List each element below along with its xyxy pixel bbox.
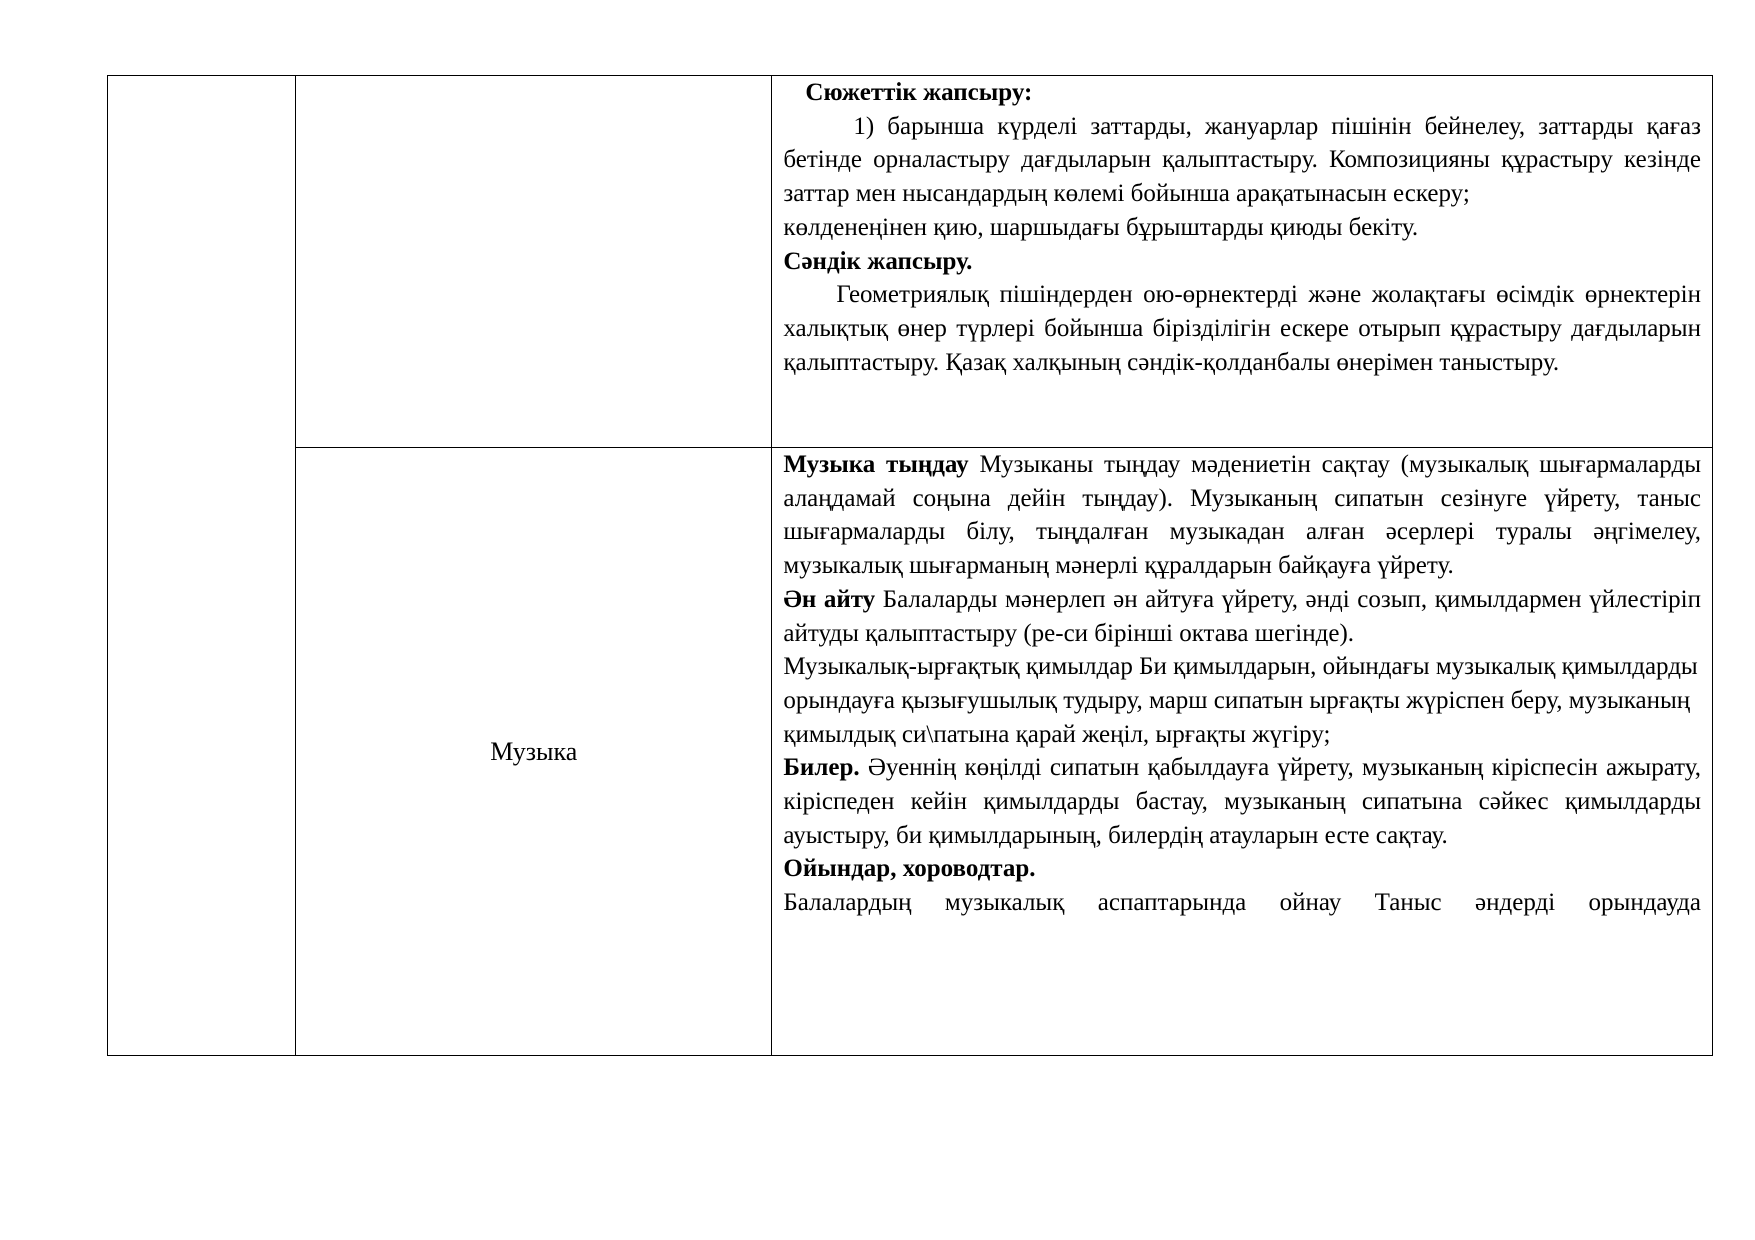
music-listening-heading: Музыка тыңдау: [783, 451, 969, 478]
music-listening-paragraph: [783, 448, 1701, 583]
curriculum-table: [107, 75, 1713, 1056]
singing-paragraph: [783, 583, 1701, 650]
music-listening-text: Музыканы тыңдау мәдениетін сақтау (музыкалық шығармаларды алаңдамай соңына дейін тыңдау). Музыканың сипатын сезінуге үйрету, таныс шығармаларды білу, тыңдалған музыкадан алған әсерлері туралы әңгімелеу, музыкалық шығарманың мәнерлі құралдарын байқауға үйрету.: [783, 451, 1701, 580]
content-cell-applique: [772, 76, 1713, 448]
empty-subject-cell: [296, 76, 772, 448]
singing-text: Балаларды мәнерлеп ән айтуға үйрету, әнді созып, қимылдармен үйлестіріп айтуды қалыптастыру (ре-си бірінші октава шегінде).: [783, 585, 1701, 647]
rhythm-movements-paragraph: Музыкалық-ырғақтық қимылдар Би қимылдарын, ойындағы музыкалық қимылдарды орындауға қызығушылық тудыру, марш сипатын ырғақты жүріспен беру, музыканың қимылдық си\патына қарай жеңіл, ырғақты жүгіру;: [783, 653, 1698, 748]
dances-text: Әуеннің көңілді сипатын қабылдауға үйрету, музыканың кіріспесін ажырату, кіріспеден кейін қимылдарды бастау, музыканың сипатына сәйкес қимылдарды ауыстыру, би қимылдарының, билердің атауларын есте сақтау.: [783, 754, 1701, 849]
games-heading: Ойындар, хороводтар.: [783, 855, 1036, 883]
content-cell-music: [772, 448, 1713, 1056]
plot-applique-heading: Сюжеттік жапсыру:: [805, 79, 1033, 106]
dances-heading: Билер.: [783, 754, 860, 782]
cutting-paragraph: көлденеңінен қию, шаршыдағы бұрыштарды қиюды бекіту.: [783, 213, 1419, 241]
dances-paragraph: [783, 751, 1701, 852]
instruments-paragraph: Балалардың музыкалық аспаптарында ойнау Таныс әндерді орындауда: [783, 889, 1701, 917]
subject-label: Музыка: [490, 736, 578, 766]
empty-section-cell: [108, 76, 296, 1056]
subject-cell-music: [296, 448, 772, 1056]
decorative-applique-paragraph: Геометриялық пішіндерден ою-өрнектерді және жолақтағы өсімдік өрнектерін халықтық өнер түрлері бойынша бірізділігін ескере отырып құрастыру дағдыларын қалыптастыру. Қазақ халқының сәндік-қолданбалы өнерімен таныстыру.: [783, 281, 1701, 376]
table-row: [108, 76, 1713, 448]
table-row: [108, 448, 1713, 1056]
singing-heading: Ән айту: [783, 585, 876, 613]
plot-applique-paragraph: 1) барынша күрделі заттарды, жануарлар пішінін бейнелеу, заттарды қағаз бетінде орналастыру дағдыларын қалыптастыру. Композицияны құрастыру кезінде заттар мен нысандардың көлемі бойынша арақатынасын ескеру;: [783, 112, 1701, 208]
decorative-applique-heading: Сәндік жапсыру.: [783, 247, 973, 275]
